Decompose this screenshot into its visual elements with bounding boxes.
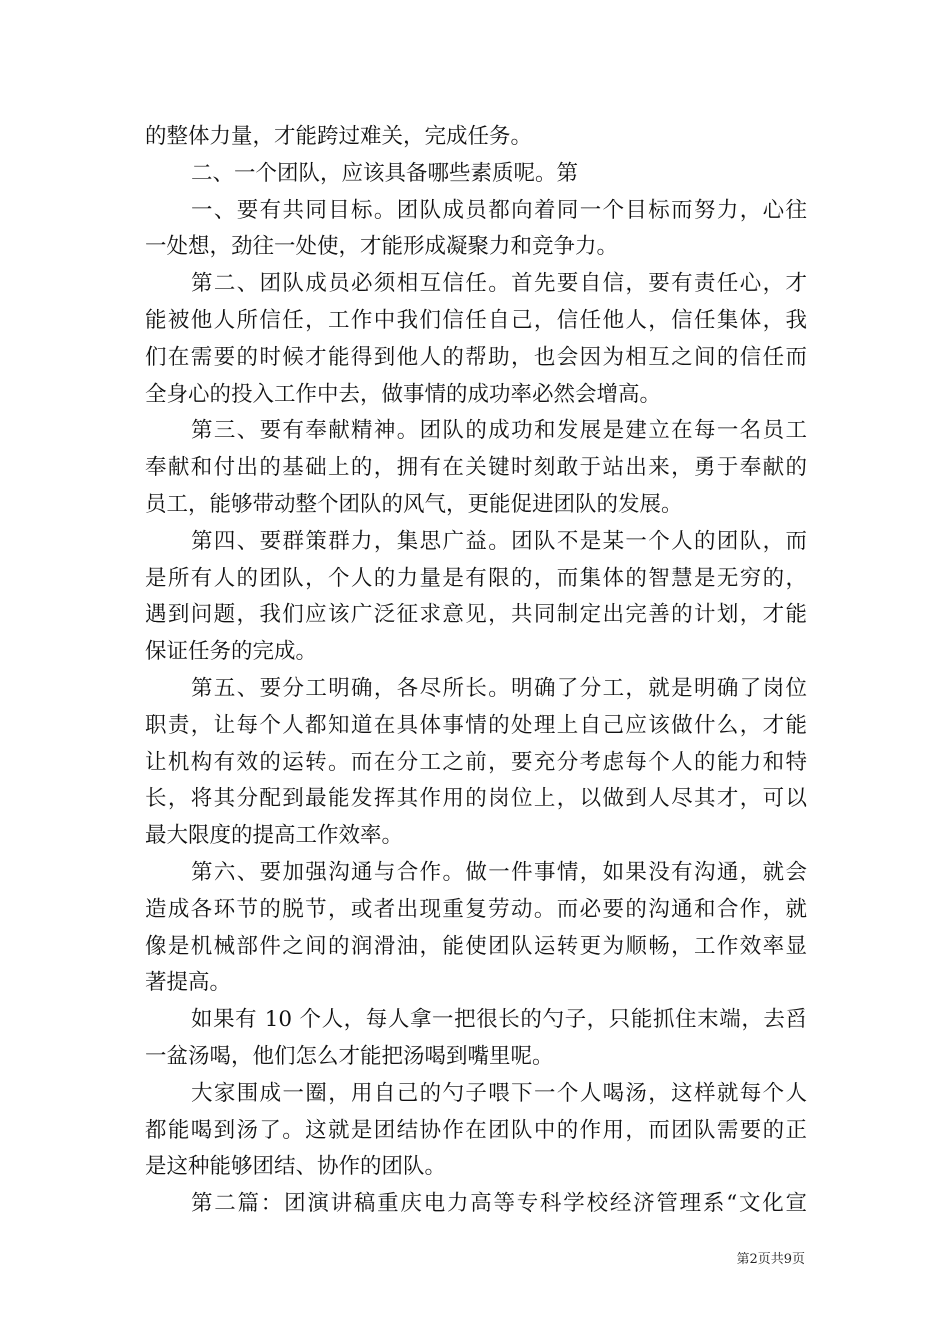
text-line: 员工，能够带动整个团队的风气，更能促进团队的发展。 [145, 491, 683, 517]
page-number: 第2页共9页 [736, 1252, 805, 1267]
text-line: 像是机械部件之间的润滑油，能使团队运转更为顺畅，工作效率显 [145, 933, 807, 959]
paragraph [145, 524, 807, 671]
text-line: 奉献和付出的基础上的，拥有在关键时刻敢于站出来，勇于奉献的 [145, 455, 807, 481]
text-line: 大家围成一圈，用自己的勺子喂下一个人喝汤，这样就每个人 [191, 1080, 807, 1106]
document-body [145, 119, 807, 1223]
text-line: 的整体力量，才能跨过难关，完成任务。 [145, 124, 533, 149]
text-line: 是这种能够团结、协作的团队。 [145, 1154, 447, 1180]
paragraph [145, 671, 807, 855]
paragraph [145, 855, 807, 1002]
text-line: 二、一个团队，应该具备哪些素质呢。第 [191, 160, 579, 186]
paragraph [145, 1002, 807, 1076]
text-line: 最大限度的提高工作效率。 [145, 823, 404, 849]
paragraph [145, 1076, 807, 1186]
text-line: 造成各环节的脱节，或者出现重复劳动。而必要的沟通和合作，就 [145, 896, 807, 922]
text-line: 一盆汤喝，他们怎么才能把汤喝到嘴里呢。 [145, 1043, 554, 1069]
text-line: 一处想，劲往一处使，才能形成凝聚力和竞争力。 [145, 234, 619, 260]
text-line: 第六、要加强沟通与合作。做一件事情，如果没有沟通，就会 [191, 859, 807, 885]
text-line: 第二篇：团演讲稿重庆电力高等专科学校经济管理系“文化宣 [191, 1191, 807, 1217]
text-line: 著提高。 [145, 970, 232, 996]
text-line: 第四、要群策群力，集思广益。团队不是某一个人的团队，而 [191, 528, 807, 554]
text-line: 第二、团队成员必须相互信任。首先要自信，要有责任心，才 [191, 271, 807, 297]
paragraph [145, 266, 807, 413]
paragraph [145, 413, 807, 523]
text-line: 保证任务的完成。 [145, 639, 318, 665]
text-line: 一、要有共同目标。团队成员都向着同一个目标而努力，心往 [191, 197, 807, 223]
text-line: 职责，让每个人都知道在具体事情的处理上自己应该做什么，才能 [145, 712, 807, 738]
paragraph [145, 156, 807, 193]
text-line: 们在需要的时候才能得到他人的帮助，也会因为相互之间的信任而 [145, 344, 807, 370]
text-line: 让机构有效的运转。而在分工之前，要充分考虑每个人的能力和特 [145, 749, 807, 775]
text-line: 第三、要有奉献精神。团队的成功和发展是建立在每一名员工 [191, 418, 807, 444]
text-line: 是所有人的团队，个人的力量是有限的，而集体的智慧是无穷的， [145, 565, 807, 591]
text-line: 长，将其分配到最能发挥其作用的岗位上，以做到人尽其才，可以 [145, 786, 807, 812]
text-line: 全身心的投入工作中去，做事情的成功率必然会增高。 [145, 381, 662, 407]
text-line: 遇到问题，我们应该广泛征求意见，共同制定出完善的计划，才能 [145, 602, 807, 628]
paragraph [145, 1186, 807, 1223]
text-line: 第五、要分工明确，各尽所长。明确了分工，就是明确了岗位 [191, 675, 807, 701]
paragraph [145, 119, 807, 156]
text-line: 都能喝到汤了。这就是团结协作在团队中的作用，而团队需要的正 [145, 1117, 807, 1143]
text-line: 如果有 10 个人，每人拿一把很长的勺子，只能抓住末端，去舀 [191, 1007, 807, 1033]
paragraph [145, 193, 807, 267]
text-line: 能被他人所信任，工作中我们信任自己，信任他人，信任集体，我 [145, 307, 807, 333]
